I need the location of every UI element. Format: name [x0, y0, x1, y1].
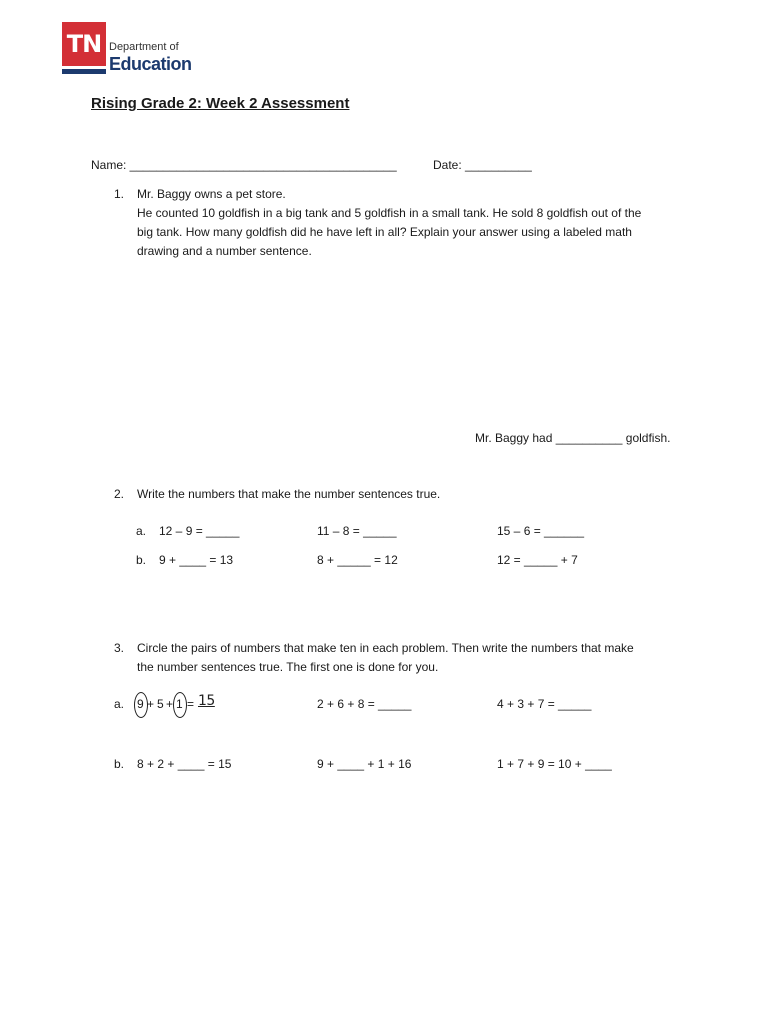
- q1-line-2: He counted 10 goldfish in a big tank and 5 goldfish in a small tank. He sold 8 goldfish out of the: [137, 206, 642, 220]
- q3-number: 3.: [114, 641, 125, 655]
- q2-a2[interactable]: 11 – 8 = _____: [317, 524, 397, 538]
- q3-row-a-label: a.: [114, 697, 125, 711]
- equals-sign: =: [187, 697, 195, 711]
- q2-a3[interactable]: 15 – 6 = ______: [497, 524, 585, 538]
- q1-line-1: Mr. Baggy owns a pet store.: [137, 187, 286, 201]
- example-num-3: 1: [176, 697, 183, 711]
- q3-b2[interactable]: 9 + ____ + 1 + 16: [317, 757, 412, 771]
- tn-logo-mark: TN: [62, 22, 106, 66]
- q1-line-4: drawing and a number sentence.: [137, 244, 312, 258]
- logo-underline-bar: [62, 69, 106, 74]
- q3-b3[interactable]: 1 + 7 + 9 = 10 + ____: [497, 757, 612, 771]
- q3-row-b-label: b.: [114, 757, 125, 771]
- q3-example: [133, 690, 243, 720]
- example-num-1: 9: [137, 697, 144, 711]
- q2-row-a-label: a.: [136, 524, 147, 538]
- example-handwritten-answer: 15: [198, 693, 215, 709]
- logo-department-text: Department of: [109, 41, 179, 53]
- q1-answer-line[interactable]: Mr. Baggy had __________ goldfish.: [475, 431, 671, 445]
- q3-a2[interactable]: 2 + 6 + 8 = _____: [317, 697, 412, 711]
- logo-education-text: Education: [109, 54, 192, 74]
- q2-b3[interactable]: 12 = _____ + 7: [497, 553, 578, 567]
- q3-b1[interactable]: 8 + 2 + ____ = 15: [137, 757, 232, 771]
- q3-line-2: the number sentences true. The first one is done for you.: [137, 660, 439, 674]
- plus-sign: +: [147, 697, 155, 711]
- page-title: Rising Grade 2: Week 2 Assessment: [91, 95, 350, 112]
- q2-b1[interactable]: 9 + ____ = 13: [159, 553, 234, 567]
- q3-line-1: Circle the pairs of numbers that make ten in each problem. Then write the numbers that make: [137, 641, 634, 655]
- q2-a1[interactable]: 12 – 9 = _____: [159, 524, 240, 538]
- q2-number: 2.: [114, 487, 125, 501]
- q1-line-3: big tank. How many goldfish did he have left in all? Explain your answer using a labeled math: [137, 225, 632, 239]
- q2-row-b-label: b.: [136, 553, 147, 567]
- q2-prompt: Write the numbers that make the number sentences true.: [137, 487, 441, 501]
- name-field[interactable]: Name: ________________________________________: [91, 158, 397, 172]
- example-num-2: 5: [157, 697, 164, 711]
- q3-a3[interactable]: 4 + 3 + 7 = _____: [497, 697, 592, 711]
- q2-b2[interactable]: 8 + _____ = 12: [317, 553, 398, 567]
- date-field[interactable]: Date: __________: [433, 158, 532, 172]
- tn-education-logo: [62, 22, 192, 78]
- q1-number: 1.: [114, 187, 125, 201]
- plus-sign: +: [166, 697, 174, 711]
